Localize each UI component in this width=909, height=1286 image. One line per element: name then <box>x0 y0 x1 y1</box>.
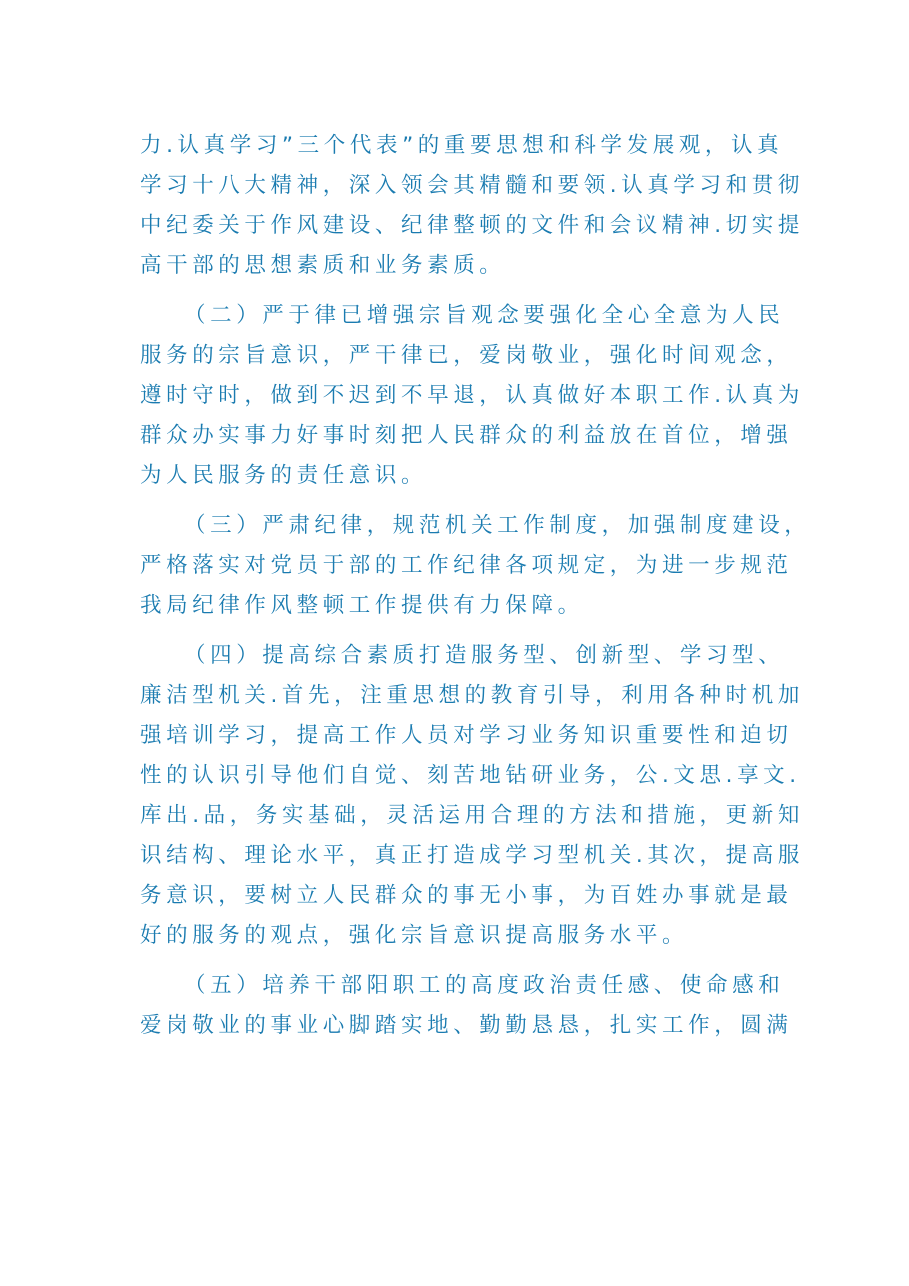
text-line: 强培训学习，提高工作人员对学习业务知识重要性和迫切 <box>140 723 793 748</box>
text-line: 性的认识引导他们自觉、刻苦地钻研业务，公.文思.享文. <box>140 763 801 788</box>
text-line: 高干部的思想素质和业务素质。 <box>140 253 506 278</box>
paragraph-section-2 <box>140 296 804 496</box>
document-body <box>140 126 811 1056</box>
text-line: （五）培养干部阳职工的高度政治责任感、使命感和 <box>184 973 785 998</box>
text-line: （四）提高综合素质打造服务型、创新型、学习型、 <box>184 643 785 668</box>
text-line: 群众办实事力好事时刻把人民群众的利益放在首位，增强 <box>140 423 793 448</box>
text-line: 我局纪律作风整顿工作提供有力保障。 <box>140 593 584 618</box>
text-line: 好的服务的观点，强化宗旨意识提高服务水平。 <box>140 923 689 948</box>
paragraph-continuation <box>140 126 804 286</box>
text-line: 识结构、理论水平，真正打造成学习型机关.其次，提高服 <box>140 843 804 868</box>
text-line: 力.认真学习”三个代表”的重要思想和科学发展观，认真 <box>140 133 784 158</box>
text-line: 爱岗敬业的事业心脚踏实地、勤勤恳恳，扎实工作，圆满 <box>140 1013 793 1038</box>
text-line: 中纪委关于作风建设、纪律整顿的文件和会议精神.切实提 <box>140 213 804 238</box>
text-line: 严格落实对党员于部的工作纪律各项规定，为进一步规范 <box>140 553 793 578</box>
text-line: 学习十八大精神，深入领会其精髓和要领.认真学习和贯彻 <box>140 173 804 198</box>
text-line: 库出.品，务实基础，灵活运用合理的方法和措施，更新知 <box>140 803 804 828</box>
text-line: （二）严于律已增强宗旨观念要强化全心全意为人民 <box>184 303 785 328</box>
paragraph-section-4 <box>140 636 804 956</box>
text-line: 务意识，要树立人民群众的事无小事，为百姓办事就是最 <box>140 883 793 908</box>
text-line: （三）严肃纪律，规范机关工作制度，加强制度建设， <box>184 513 811 538</box>
text-line: 廉洁型机关.首先，注重思想的教育引导，利用各种时机加 <box>140 683 804 708</box>
paragraph-section-5 <box>140 966 793 1046</box>
paragraph-section-3 <box>140 506 811 626</box>
text-line: 为人民服务的责任意识。 <box>140 463 428 488</box>
text-line: 遵时守时，做到不迟到不早退，认真做好本职工作.认真为 <box>140 383 804 408</box>
text-line: 服务的宗旨意识，严干律已，爱岗敬业，强化时间观念， <box>140 343 793 368</box>
